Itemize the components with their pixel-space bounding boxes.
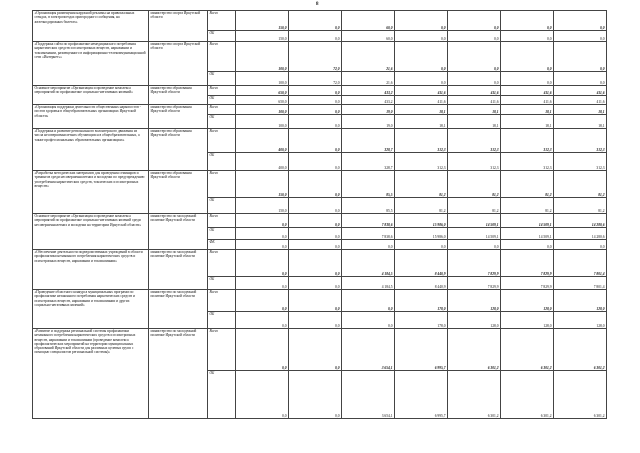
amount-cell: 411,6 [501,86,554,96]
executor: министерство образования Иркутской области [149,129,208,171]
amount-cell: 411,6 [448,86,501,96]
amount-cell: 312,3 [501,129,554,153]
amount-cell: 0,0 [395,240,448,250]
amount-cell: 0,0 [289,115,342,129]
activity-name: Основное мероприятие «Организация и проведение комплекса мероприятий по профилактике социально-негативных явлений среди несовершеннолетних и молодежи на территории Иркутской области» [33,214,149,250]
executor: министерство спорта Иркутской области [149,11,208,42]
amount-cell: 0,0 [289,198,342,214]
amount-cell: 150,0 [236,171,289,198]
amount-cell: 0,0 [289,250,342,277]
amount-cell: 18,1 [395,115,448,129]
amount-cell: 6 301,2 [501,371,554,419]
funding-source: ОБ [208,96,236,105]
funding-source: ОБ [208,153,236,171]
amount-cell: 0,0 [289,86,342,96]
amount-cell: 0,0 [236,228,289,240]
page-number: 8 [316,2,319,7]
amount-cell: 0,0 [554,240,607,250]
funding-source: ОБ [208,312,236,329]
amount-cell: 7 801,4 [554,250,607,277]
amount-cell: 60,0 [342,11,395,31]
amount-cell: 0,0 [501,42,554,72]
amount-cell: 6 995,7 [395,329,448,371]
amount-cell: 0,0 [289,290,342,312]
amount-cell: 650,0 [236,96,289,105]
amount-cell: 14 509,1 [448,214,501,228]
amount-cell: 312,3 [554,153,607,171]
amount-cell: 81,2 [448,198,501,214]
funding-source: Всего [208,105,236,115]
amount-cell: 0,0 [554,72,607,86]
amount-cell: 19,0 [342,105,395,115]
table-row [33,42,607,72]
funding-source: Всего [208,250,236,277]
funding-source: ОБ [208,115,236,129]
amount-cell: 312,3 [395,153,448,171]
amount-cell: 7 829,9 [448,277,501,290]
amount-cell: 0,0 [501,11,554,31]
funding-source: Всего [208,86,236,96]
amount-cell: 6 301,2 [554,371,607,419]
activity-name: «Организация поддержки деятельности общественных наркопостов - постов здоровья в общеобразовательных организациях Иркутской области» [33,105,149,129]
amount-cell: 85,5 [342,198,395,214]
executor: министерство по молодежной политике Иркутской области [149,329,208,419]
amount-cell: 0,0 [395,11,448,31]
amount-cell: 411,6 [554,86,607,96]
executor: министерство образования Иркутской области [149,171,208,214]
amount-cell: 0,0 [501,240,554,250]
amount-cell: 0,0 [289,171,342,198]
amount-cell: 6 301,2 [501,329,554,371]
amount-cell: 85,5 [342,171,395,198]
amount-cell: 18,1 [501,115,554,129]
amount-cell: 128,0 [448,312,501,329]
amount-cell: 15 986,0 [395,228,448,240]
amount-cell: 0,0 [236,312,289,329]
amount-cell: 0,0 [289,105,342,115]
amount-cell: 19,0 [342,115,395,129]
amount-cell: 0,0 [501,72,554,86]
amount-cell: 411,6 [448,96,501,105]
amount-cell: 0,0 [289,129,342,153]
amount-cell: 0,0 [448,31,501,42]
amount-cell: 14 509,1 [448,228,501,240]
amount-cell: 128,0 [448,290,501,312]
funding-source: Всего [208,11,236,31]
amount-cell: 6 995,7 [395,371,448,419]
amount-cell: 128,0 [554,290,607,312]
amount-cell: 4 184,5 [342,250,395,277]
activity-name: «Развитие и поддержка региональной системы профилактики незаконного потребления наркотических средств и психотропных веществ, наркомании и токсикомании (проведение комплекса профилактических мероприятий на территории муниципальных образований Иркутской области для различных целевых групп с помощью специалистов региональной системы)» [33,329,149,419]
amount-cell: 8 440,9 [395,250,448,277]
funding-source: Всего [208,129,236,153]
table-row [33,214,607,228]
amount-cell: 72,0 [289,72,342,86]
table-row [33,129,607,153]
amount-cell: 100,0 [236,115,289,129]
funding-source: ОБ [208,228,236,240]
amount-cell: 7 829,9 [448,250,501,277]
amount-cell: 18,1 [448,105,501,115]
funding-table [32,10,607,419]
amount-cell: 60,0 [342,31,395,42]
table-row [33,250,607,277]
amount-cell: 7 829,9 [501,277,554,290]
amount-cell: 0,0 [236,371,289,419]
executor: министерство образования Иркутской области [149,86,208,105]
amount-cell: 411,6 [395,86,448,96]
amount-cell: 14 280,6 [554,228,607,240]
funding-source: ОБ [208,31,236,42]
amount-cell: 15 986,0 [395,214,448,228]
amount-cell: 312,3 [501,153,554,171]
funding-source: Всего [208,42,236,72]
amount-cell: 128,0 [554,312,607,329]
amount-cell: 18,1 [395,105,448,115]
executor: министерство образования Иркутской области [149,105,208,129]
amount-cell: 0,0 [236,290,289,312]
amount-cell: 0,0 [395,31,448,42]
activity-name: «Разработка методических материалов для проведения семинаров и тренингов среди несовершеннолетних и молодежи по предупреждению употребления наркотических средств, токсических и психотропных веществ» [33,171,149,214]
amount-cell: 0,0 [289,96,342,105]
amount-cell: 0,0 [289,329,342,371]
amount-cell: 433,2 [342,86,395,96]
amount-cell: 0,0 [289,11,342,31]
amount-cell: 178,0 [395,290,448,312]
amount-cell: 178,0 [395,312,448,329]
amount-cell: 81,2 [395,198,448,214]
amount-cell: 7 838,6 [342,228,395,240]
amount-cell: 328,7 [342,153,395,171]
amount-cell: 18,1 [554,105,607,115]
amount-cell: 0,0 [342,240,395,250]
amount-cell: 81,2 [501,198,554,214]
amount-cell: 14 280,6 [554,214,607,228]
funding-source: Всего [208,171,236,198]
executor: министерство по молодежной политике Иркутской области [149,214,208,250]
amount-cell: 0,0 [448,240,501,250]
funding-source: ОБ [208,371,236,419]
amount-cell: 7 801,4 [554,277,607,290]
amount-cell: 0,0 [289,214,342,228]
amount-cell: 18,1 [448,115,501,129]
amount-cell: 100,0 [236,72,289,86]
amount-cell: 81,2 [501,171,554,198]
amount-cell: 3 654,1 [342,371,395,419]
amount-cell: 0,0 [289,371,342,419]
funding-source: Всего [208,214,236,228]
amount-cell: 150,0 [236,198,289,214]
amount-cell: 0,0 [448,11,501,31]
amount-cell: 100,0 [236,42,289,72]
amount-cell: 72,0 [289,42,342,72]
amount-cell: 0,0 [342,290,395,312]
amount-cell: 21,6 [342,72,395,86]
amount-cell: 0,0 [554,42,607,72]
table-row [33,11,607,31]
amount-cell: 400,0 [236,129,289,153]
amount-cell: 6 301,2 [448,329,501,371]
amount-cell: 0,0 [289,153,342,171]
table-row [33,329,607,371]
table-row [33,105,607,115]
amount-cell: 4 184,5 [342,277,395,290]
amount-cell: 328,7 [342,129,395,153]
activity-name: «Обеспечение деятельности подведомственных учреждений в области профилактики незаконного потребления наркотических средств и психотропных веществ, наркомании и токсикомании» [33,250,149,290]
amount-cell: 81,2 [554,171,607,198]
amount-cell: 400,0 [236,153,289,171]
amount-cell: 0,0 [236,329,289,371]
amount-cell: 0,0 [342,312,395,329]
funding-source: Всего [208,290,236,312]
activity-name: «Проведение областного конкурса муниципальных программ по профилактике незаконного потребления наркотических средств и психотропных веществ, наркомании и токсикомании и других социально-негативных явлений» [33,290,149,329]
activity-name: «Поддержка и развитие регионального волонтерского движения из числа несовершеннолетних обучающихся в общеобразовательных, а также профессиональных образовательных организациях» [33,129,149,171]
activity-name: Основное мероприятие «Организация и проведение комплекса мероприятий по профилактике социально-негативных явлений» [33,86,149,105]
amount-cell: 0,0 [448,72,501,86]
amount-cell: 0,0 [236,214,289,228]
amount-cell: 411,6 [395,96,448,105]
amount-cell: 8 440,9 [395,277,448,290]
amount-cell: 411,6 [554,96,607,105]
table-row [33,171,607,198]
funding-source: ОБ [208,72,236,86]
amount-cell: 81,2 [395,171,448,198]
amount-cell: 6 301,2 [554,329,607,371]
amount-cell: 150,0 [236,31,289,42]
amount-cell: 81,2 [554,198,607,214]
amount-cell: 312,3 [448,129,501,153]
table-row [33,86,607,96]
amount-cell: 411,6 [501,96,554,105]
amount-cell: 128,0 [501,290,554,312]
amount-cell: 0,0 [289,31,342,42]
amount-cell: 0,0 [236,277,289,290]
amount-cell: 0,0 [289,228,342,240]
amount-cell: 312,3 [554,129,607,153]
amount-cell: 312,3 [448,153,501,171]
amount-cell: 0,0 [395,42,448,72]
amount-cell: 14 509,1 [501,214,554,228]
amount-cell: 433,2 [342,96,395,105]
amount-cell: 0,0 [236,240,289,250]
amount-cell: 7 829,9 [501,250,554,277]
executor: министерство по молодежной политике Иркутской области [149,290,208,329]
amount-cell: 650,0 [236,86,289,96]
amount-cell: 14 509,1 [501,228,554,240]
table-row [33,290,607,312]
funding-source: ОБ [208,277,236,290]
funding-source: ОБ [208,198,236,214]
amount-cell: 0,0 [448,42,501,72]
funding-source: Всего [208,329,236,371]
activity-name: «Организация размещения наружной рекламы на привокзальных стендах, в электропоездах пригородного сообщения, на железнодорожных билетах» [33,11,149,42]
amount-cell: 21,6 [342,42,395,72]
activity-name: «Поддержка сайта по профилактике немедицинского потребления наркотических средств и психотропных веществ, наркомании и токсикомании, размещенного в информационно-телекоммуникационной сети «Интернет»» [33,42,149,86]
funding-source: ФБ [208,240,236,250]
amount-cell: 7 838,6 [342,214,395,228]
amount-cell: 0,0 [395,72,448,86]
amount-cell: 150,0 [236,11,289,31]
amount-cell: 3 654,1 [342,329,395,371]
amount-cell: 0,0 [236,250,289,277]
amount-cell: 0,0 [289,277,342,290]
executor: министерство спорта Иркутской области [149,42,208,86]
amount-cell: 0,0 [554,11,607,31]
amount-cell: 0,0 [289,240,342,250]
amount-cell: 0,0 [289,312,342,329]
amount-cell: 0,0 [501,31,554,42]
amount-cell: 0,0 [554,31,607,42]
executor: министерство по молодежной политике Иркутской области [149,250,208,290]
amount-cell: 312,3 [395,129,448,153]
amount-cell: 100,0 [236,105,289,115]
amount-cell: 6 301,2 [448,371,501,419]
amount-cell: 81,2 [448,171,501,198]
amount-cell: 18,1 [554,115,607,129]
amount-cell: 128,0 [501,312,554,329]
amount-cell: 18,1 [501,105,554,115]
